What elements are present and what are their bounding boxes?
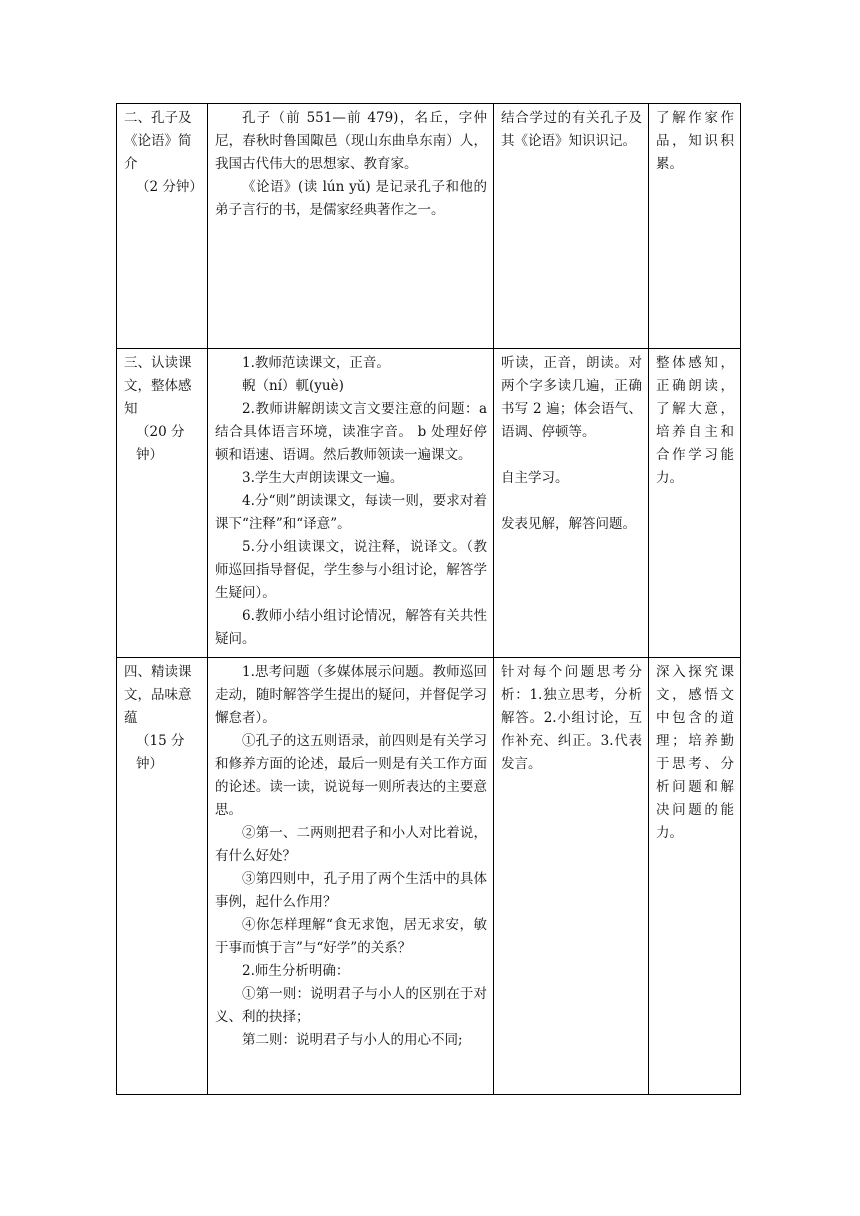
stage-duration: （20 分钟）: [136, 424, 185, 463]
stage-cell: [117, 104, 208, 349]
teacher-paragraph: 1.教师范读课文，正音。: [242, 355, 390, 371]
table-row: [117, 658, 741, 1095]
teacher-paragraph: 3.学生大声朗读课文一遍。: [242, 470, 404, 486]
teacher-paragraph: 輗（ní）軏(yuè): [242, 378, 344, 394]
design-intent-text: 深入探究课文，感悟文中包含的道理；培养勤于思考、分析问题和解决问题的能力。: [656, 664, 734, 841]
student-paragraph: 针对每个问题思考分析：1.独立思考，分析解答。2.小组讨论，互作补充、纠正。3.代表发言。: [501, 664, 642, 772]
stage-cell: [117, 658, 208, 1095]
teacher-paragraph: ③第四则中，孔子用了两个生活中的具体事例，起什么作用？: [215, 871, 487, 910]
teacher-paragraph: ④你怎样理解“食无求饱，居无求安，敏于事而慎于言”与“好学”的关系？: [215, 917, 487, 956]
teacher-activity-cell: [208, 349, 494, 658]
teacher-paragraph: 1.思考问题（多媒体展示问题。教师巡回走动，随时解答学生提出的疑问，并督促学习懈怠者）。: [215, 664, 487, 726]
teacher-paragraph: ②第一、二两则把君子和小人对比着说，有什么好处？: [215, 825, 487, 864]
table-row: [117, 349, 741, 658]
teacher-paragraph: 4.分“则”朗读课文，每读一则，要求对着课下“注释”和“译意”。: [215, 493, 487, 532]
stage-title-line: 知: [124, 401, 138, 417]
design-intent-cell: [649, 104, 741, 349]
stage-title-line: 蕴: [124, 710, 138, 726]
table-row: [117, 104, 741, 349]
student-paragraph: 结合学过的有关孔子及其《论语》知识识记。: [501, 110, 642, 149]
teacher-paragraph: 2.师生分析明确：: [242, 963, 350, 979]
design-intent-cell: [649, 658, 741, 1095]
stage-title-line: 三、认读课: [124, 355, 192, 371]
stage-title-line: 介: [124, 156, 138, 172]
stage-title-line: 《论语》简: [124, 133, 192, 149]
teacher-activity-cell: [208, 658, 494, 1095]
teacher-paragraph: 5.分小组读课文，说注释，说译文。（教师巡回指导督促，学生参与小组讨论，解答学生疑问）。: [215, 539, 487, 601]
stage-duration: （15 分钟）: [136, 733, 185, 772]
stage-title-line: 四、精读课: [124, 664, 192, 680]
stage-duration: （2 分钟）: [136, 179, 203, 195]
teacher-paragraph: ①第一则：说明君子与小人的区别在于对义、利的抉择；: [215, 986, 487, 1025]
student-paragraph: 听读，正音，朗读。对两个字多读几遍，正确书写 2 遍；体会语气、语调、停顿等。: [501, 355, 642, 440]
student-activity-cell: [494, 104, 649, 349]
teacher-paragraph: 孔子（前 551—前 479)，名丘，字仲尼，春秋时鲁国陬邑（现山东曲阜东南）人，我国古代伟大的思想家、教育家。: [215, 110, 487, 172]
teacher-paragraph: 2.教师讲解朗读文言文要注意的问题：a 结合具体语言环境，读准字音。 b 处理好停顿和语速、语调。然后教师领读一遍课文。: [215, 401, 487, 463]
student-activity-cell: [494, 658, 649, 1095]
teacher-paragraph: 《论语》(读 lún yǔ) 是记录孔子和他的弟子言行的书，是儒家经典著作之一。: [215, 179, 487, 218]
teacher-paragraph: 第二则：说明君子与小人的用心不同;: [242, 1032, 463, 1048]
student-paragraph: 发表见解，解答问题。: [501, 516, 636, 532]
teacher-paragraph: 6.教师小结小组讨论情况，解答有关共性疑问。: [215, 608, 487, 647]
student-paragraph: 自主学习。: [501, 470, 569, 486]
student-activity-cell: [494, 349, 649, 658]
design-intent-cell: [649, 349, 741, 658]
teacher-paragraph: ①孔子的这五则语录，前四则是有关学习和修养方面的论述，最后一则是有关工作方面的论述。读一读，说说每一则所表达的主要意思。: [215, 733, 487, 818]
design-intent-text: 整体感知，正确朗读，了解大意，培养自主和合作学习能力。: [656, 355, 734, 486]
teacher-activity-cell: [208, 104, 494, 349]
stage-title-line: 文，品味意: [124, 687, 192, 703]
stage-cell: [117, 349, 208, 658]
lesson-plan-table: [116, 103, 741, 1095]
stage-title-line: 二、孔子及: [124, 110, 192, 126]
design-intent-text: 了解作家作品，知识积累。: [656, 110, 734, 172]
stage-title-line: 文，整体感: [124, 378, 192, 394]
